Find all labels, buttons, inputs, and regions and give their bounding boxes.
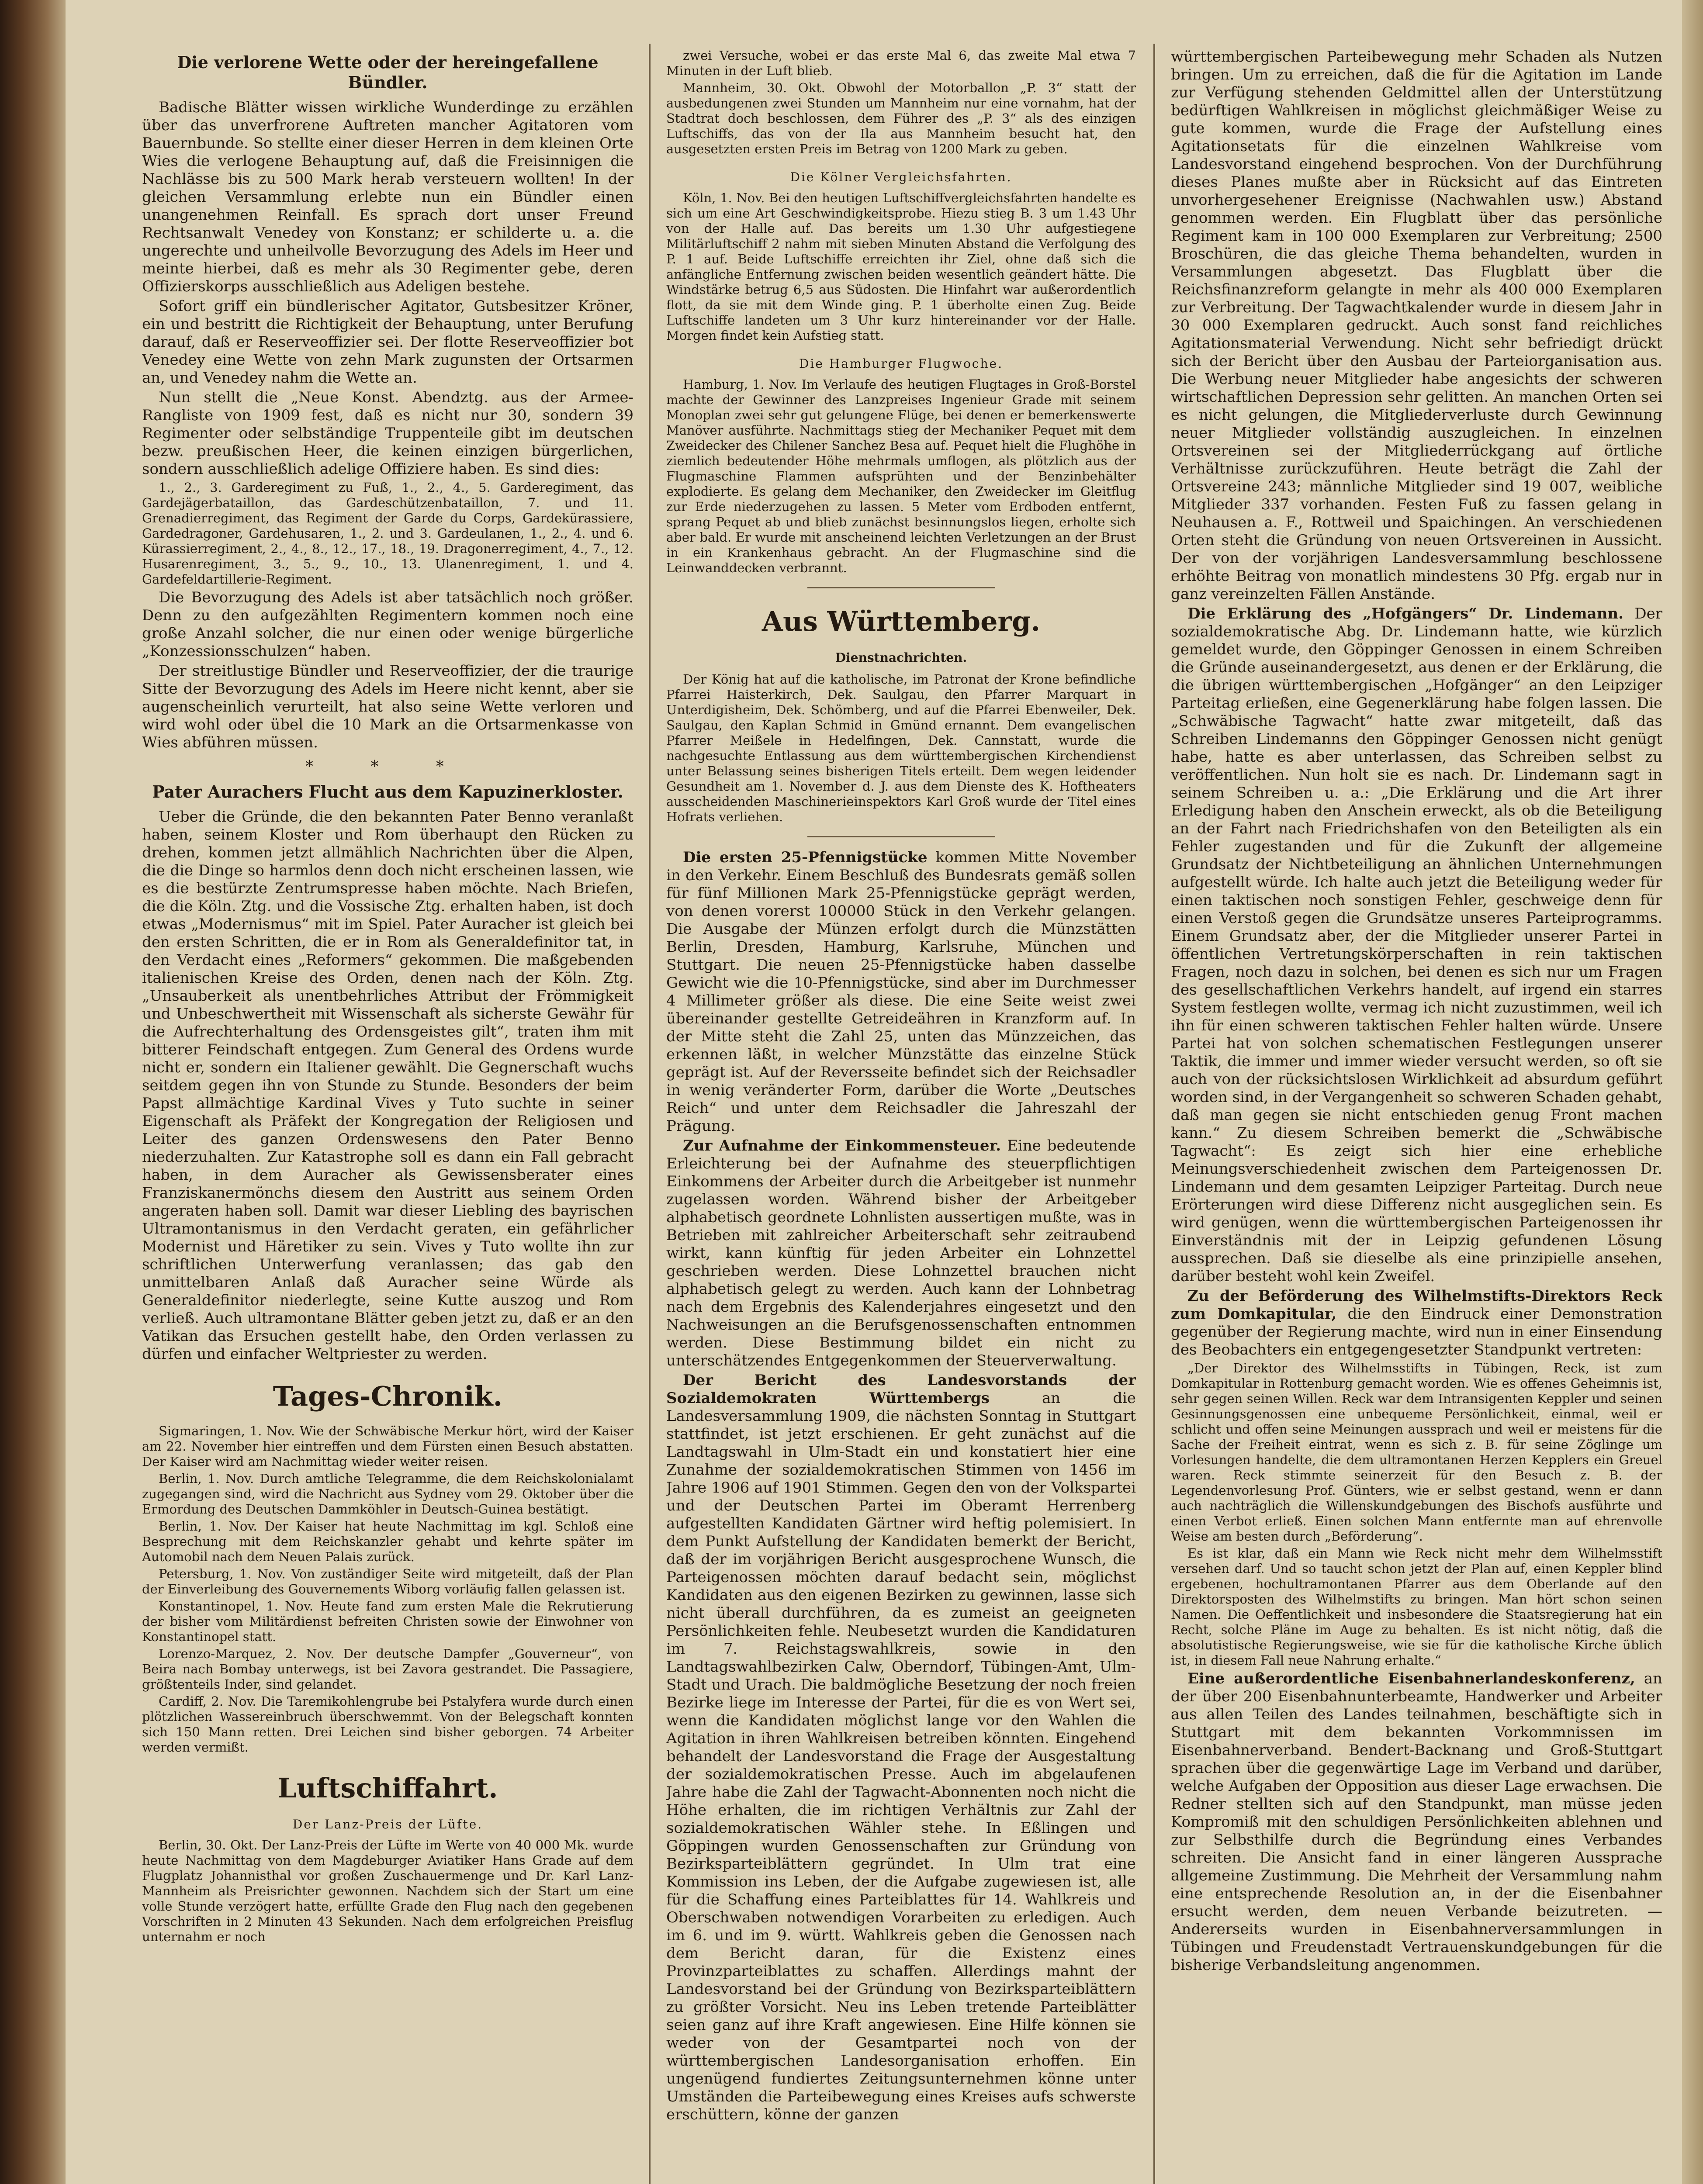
paragraph: Badische Blätter wissen wirkliche Wunderdinge zu erzählen über das unverfrorene Auftreten mancher Agitatoren vom Bauernbunde. So stellte einer dieser Herren in dem kleinen Orte Wies die verlogene Behauptung auf, daß die Freisinnigen die Nachlässe bis zu 500 Mark herab versteuern wollten! In der gleichen Versammlung erlebte nun ein Bündler einen unangenehmen Reinfall. Es sprach dort unser Freund Rechtsanwalt Venedey von Konstanz; er schilderte u. a. die ungerechte und unheilvolle Bevorzugung des Adels im Heer und meinte hierbei, daß es mehr als 30 Regimenter gebe, deren Offizierskorps ausschließlich aus Adeligen bestehe. <box>142 99 633 295</box>
paragraph: Berlin, 30. Okt. Der Lanz-Preis der Lüfte im Werte von 40 000 Mk. wurde heute Nachmittag von dem Magdeburger Aviatiker Hans Grade auf dem Flugplatz Johannisthal vor großen Zuschauermenge und Dr. Karl Lanz-Mannheim als Preisrichter gewonnen. Nachdem sich der Start um eine volle Stunde verzögert hatte, erfüllte Grade den Flug nach den gegebenen Vorschriften in 2 Minuten 43 Sekunden. Nach dem erfolgreichen Preisflug unternahm er noch <box>142 1838 633 1944</box>
item-text: an die Landesversammlung 1909, die nächsten Sonntag in Stuttgart stattfindet, ist jetzt erschienen. Er geht zunächst auf die Landtagswahl in Ulm-Stadt ein und konstatiert hier eine Zunahme der sozialdemokratischen Stimmen von 1456 im Jahre 1906 auf 1901 Stimmen. Gegen den von der Volkspartei und der Deutschen Partei im Oberamt Herrenberg aufgestellten Kandidaten Gärtner wird heftig polemisiert. In dem Punkt Aufstellung der Kandidaten bemerkt der Bericht, daß der im vorjährigen Bericht ausgesprochene Wunsch, die Parteigenossen möchten darauf bedacht sein, möglichst Kandidaten aus den eigenen Bezirken zu gewinnen, lasse sich nicht überall durchführen, da es zumeist an geeigneten Persönlichkeiten fehle. Neubesetzt wurden die Kandidaturen im 7. Reichstagswahlkreis, sowie in den Landtagswahlbezirken Calw, Oberndorf, Tübingen-Amt, Ulm-Stadt und Urach. Die baldmögliche Besetzung der noch freien Bezirke liege im Interesse der Partei, für die es von Wert sei, wenn die Kandidaten möglichst lange vor den Wahlen die Agitation in ihren Wahlkreisen betreiben könnten. Eingehend behandelt der Landesvorstand die Frage der Ausgestaltung der sozialdemokratischen Presse. Auch im abgelaufenen Jahre habe die Zahl der Tagwacht-Abonnenten noch nicht die Höhe erhalten, die im richtigen Verhältnis zur Zahl der sozialdemokratischen Wähler stehe. In Eßlingen und Göppingen wurden Genossenschaften zur Gründung von Bezirksparteiblättern gegründet. In Ulm trat eine Kommission ins Leben, der die Aufgabe zugewiesen ist, alle für die Schaffung eines Parteiblattes für 14. Wahlkreis und Oberschwaben notwendigen Vorarbeiten zu erledigen. Auch im 6. und im 9. württ. Wahlkreis geben die Genossen nach dem Bericht daran, für die Existenz eines Provinzparteiblattes zu schaffen. Allerdings mahnt der Landesvorstand bei der Gründung von Bezirksparteiblättern zu größter Vorsicht. Neu ins Leben tretende Parteiblätter seien ganz auf ihre Kraft angewiesen. Eine Hilfe können sie weder von der Gesamtpartei noch von der württembergischen Landesorganisation erhoffen. Ein ungenügend fundiertes Zeitungsunternehmen könne unter Umständen die Parteibewegung eines Kreises aufs schwerste erschüttern, könne der ganzen <box>666 1389 1136 2123</box>
paragraph: Hamburg, 1. Nov. Im Verlaufe des heutigen Flugtages in Groß-Borstel machte der Gewinner des Lanzpreises Ingenieur Grade mit seinem Monoplan zwei sehr gut gelungene Flüge, bei denen er bemerkenswerte Manöver ausführte. Nachmittags stieg der Mechaniker Pequet mit dem Zweidecker des Chilener Sanchez Besa auf. Pequet hielt die Flughöhe in ziemlich bedeutender Höhe mehrmals umflogen, als plötzlich aus der Flugmaschine Flammen aufsprühten und der Benzinbehälter explodierte. Es gelang dem Mechaniker, den Zweidecker im Gleitflug zur Erde niederzugehen zu lassen. 5 Meter vom Erdboden entfernt, sprang Pequet ab und blieb zunächst besinnungslos liegen, erholte sich aber bald. Er wurde mit anscheinend leichten Verletzungen an der Brust in ein Krankenhaus gebracht. An der Flugmaschine sind die Leinwanddecken verbrannt. <box>666 377 1136 575</box>
news-item: Sigmaringen, 1. Nov. Wie der Schwäbische Merkur hört, wird der Kaiser am 22. November hier eintreffen und dem Fürsten einen Besuch abstatten. Der Kaiser wird am Nachmittag wieder weiter reisen. <box>142 1424 633 1469</box>
divider <box>807 836 995 837</box>
news-item: Konstantinopel, 1. Nov. Heute fand zum ersten Male die Rekrutierung der bisher vom Militärdienst befreiten Christen sowie der Einwohner von Konstantinopel statt. <box>142 1599 633 1644</box>
paragraph: Ueber die Gründe, die den bekannten Pater Benno veranlaßt haben, seinem Kloster und Rom überhaupt den Rücken zu drehen, kommen jetzt allmählich Nachrichten über die Alpen, die die Dinge so harmlos denn doch nicht erscheinen lassen, wie es die bestürzte Zentrumspresse haben möchte. Nach Briefen, die die Köln. Ztg. und die Vossische Ztg. erhalten haben, ist doch etwas „Modernismus“ mit im Spiel. Pater Auracher ist gleich bei den ersten Schritten, die er in Rom als Generaldefinitor tat, in den Verdacht eines „Reformers“ gekommen. Die maßgebenden italienischen Kreise des Orden, denen nach der Köln. Ztg. „Unsauberkeit als unentbehrliches Attribut der Frömmigkeit und Unbeschwertheit mit Wissenschaft als sicherste Gewähr für die Aufrechterhaltung des Ordensgeistes gilt“, traten ihm mit bitterer Feindschaft entgegen. Zum General des Ordens wurde nicht er, sondern ein Italiener gewählt. Die Gegnerschaft wuchs seitdem gegen ihn von Stunde zu Stunde. Besonders der beim Papst allmächtige Kardinal Vives y Tuto suchte in seiner Eigenschaft als Präfekt der Kongregation der Religiosen und Leiter des ganzen Ordenswesens den Pater Benno niederzuhalten. Zur Katastrophe soll es dann ein Fall gebracht haben, in dem Auracher als Gewissensberater eines Franziskanermönchs diesem den Austritt aus seinem Orden angeraten haben soll. Damit war dieser Liebling des bayrischen Ultramontanismus in den Verdacht geraten, ein gefährlicher Modernist und Häretiker zu sein. Vives y Tuto wollte ihn zur schriftlichen Unterwerfung veranlassen; das gab den unmittelbaren Anlaß daß Auracher seine Würde als Generaldefinitor niederlegte, seine Kutte auszog und Rom verließ. Auch ultramontane Blätter geben jetzt zu, daß er an den Vatikan das Ersuchen gestellt habe, den Orden verlassen zu dürfen und einfacher Weltpriester zu werden. <box>142 808 633 1363</box>
paragraph: Der König hat auf die katholische, im Patronat der Krone befindliche Pfarrei Haisterkirch, Dek. Saulgau, den Pfarrer Marquart in Unterdigisheim, Dek. Schömberg, und auf die Pfarrei Ebenweiler, Dek. Saulgau, den Kaplan Schmid in Gmünd ernannt. Dem evangelischen Pfarrer Meißele in Hedelfingen, Dek. Cannstatt, wurde die nachgesuchte Entlassung aus dem württembergischen Kirchendienst unter Belassung seines bisherigen Titels erteilt. Dem wegen leidender Gesundheit am 1. November d. J. aus dem Dienste des K. Hoftheaters ausscheidenden Maschinerieinspektors Karl Groß wurde der Titel eines Hofrats verliehen. <box>666 672 1136 824</box>
section-title-luftschiffahrt: Luftschiffahrt. <box>277 1772 498 1804</box>
item-text: die den Eindruck einer Demonstration gegenüber der Regierung machte, wird nun in einer Einsendung des Beobachters ein entgegengesetzter Standpunkt vertreten: <box>1171 1305 1662 1358</box>
news-item <box>1171 605 1662 1286</box>
paragraph: Köln, 1. Nov. Bei den heutigen Luftschiffvergleichsfahrten handelte es sich um eine Art Geschwindigkeitsprobe. Hiezu stieg B. 3 um 1.43 Uhr von der Halle auf. Das bereits um 1.30 Uhr aufgestiegene Militärluftschiff 2 nahm mit sieben Minuten Abstand die Verfolgung des P. 1 auf. Beide Luftschiffe erreichten ihr Ziel, ohne daß sich die anfängliche Entfernung zwischen beiden wesentlich geändert hätte. Die Windstärke betrug 6,5 aus Südosten. Die Hinfahrt war außerordentlich flott, da sie mit dem Winde ging. P. 1 überholte einen Zug. Beide Luftschiffe landeten um 3 Uhr kurz hintereinander vor der Halle. Morgen findet kein Aufstieg statt. <box>666 190 1136 343</box>
item-text: Eine bedeutende Erleichterung bei der Aufnahme des steuerpflichtigen Einkommens der Arbeiter durch die Arbeitgeber ist nunmehr zugelassen worden. Während bisher der Arbeitgeber alphabetisch geordnete Lohnlisten aussertigen mußte, was in Betrieben mit zahlreicher Arbeiterschaft sehr zeitraubend wirkt, kann künftig für jeden Arbeiter ein Lohnzettel geschrieben werden. Diese Lohnzettel brauchen nicht alphabetisch gelegt zu werden. Auch kann der Lohnbetrag nach dem Ergebnis des Kalenderjahres eingesetzt und den Nachweisungen an die Berufsgenossenschaften entnommen werden. Diese Bestimmung bildet ein nicht zu unterschätzendes Entgegenkommen der Steuerverwaltung. <box>666 1137 1136 1369</box>
news-item: Berlin, 1. Nov. Der Kaiser hat heute Nachmittag im kgl. Schloß eine Besprechung mit dem Reichskanzler gehabt und kehrte später im Automobil nach dem Neuen Palais zurück. <box>142 1519 633 1564</box>
paragraph: Sofort griff ein bündlerischer Agitator, Gutsbesitzer Kröner, ein und bestritt die Richtigkeit der Behauptung, unter Berufung darauf, daß er Reserveoffizier sei. Der flotte Reserveoffizier bot Venedey eine Wette von zehn Mark zugunsten der Ortsarmen an, und Venedey nahm die Wette an. <box>142 297 633 387</box>
item-lead: Die ersten 25-Pfennigstücke <box>683 849 928 866</box>
quote: Es ist klar, daß ein Mann wie Reck nicht mehr dem Wilhelmsstift versehen darf. Und so taucht schon jetzt der Plan auf, einen Keppler blind ergebenen, hochultramontanen Pfarrer aus dem Oberlande auf den Direktorsposten des Wilhelmstifts zu bringen. Man hört schon seinen Namen. Die Oeffentlichkeit und insbesondere die Staatsregierung hat ein Recht, solche Pläne im Auge zu behalten. Es ist nicht nötig, daß die absolutistische Regierungsweise, wie sie für die katholische Kirche üblich ist, in diesem Fall neue Nahrung erhalte.“ <box>1171 1546 1662 1668</box>
news-item <box>1171 1670 1662 1974</box>
subheading-dienstnachrichten: Dienstnachrichten. <box>835 650 967 665</box>
item-text: Der sozialdemokratische Abg. Dr. Lindemann hatte, wie kürzlich gemeldet wurde, den Göppinger Genossen in einem Schreiben die Gründe auseinandergesetzt, aus denen er der Erklärung, die die übrigen württembergischen „Hofgänger“ an den Leipziger Parteitag erließen, eine Gegenerklärung habe folgen lassen. Die „Schwäbische Tagwacht“ hatte zwar mitgeteilt, daß das Schreiben Lindemanns den Göppinger Genossen nicht genügt habe, hatte es aber unterlassen, das Schreiben selbst zu veröffentlichen. Nun holt sie es nach. Dr. Lindemann sagt in seinem Schreiben u. a.: „Die Erklärung und die Art ihrer Erledigung haben den Anschein erweckt, als ob die Beteiligung an der Fahrt nach Friedrichshafen von den Beteiligten als ein Fehler zugestanden und für die Zukunft der allgemeine Grundsatz der Nichtbeteiligung an ähnlichen Unternehmungen aufgestellt würde. Ich halte auch jetzt die Beteiligung weder für einen taktischen noch sonstigen Fehler, geschweige denn für einen Verstoß gegen die Grundsätze unseres Parteiprogramms. Einem Grundsatz aber, der die Mitglieder unserer Partei in öffentlichen Vertretungskörperschaften in rein taktischen Fragen, noch dazu in solchen, bei denen es sich nur um Fragen des gesellschaftlichen Verkehrs handelt, auf irgend ein starres System festlegen wollte, vermag ich nicht zuzustimmen, weil ich ihn für einen schweren taktischen Fehler halten würde. Unsere Partei hat von solchen schematischen Festlegungen unserer Taktik, die immer und immer wieder versucht werden, so oft sie auch von der rücksichtslosen Wirklichkeit ad absurdum geführt worden sind, in der Vergangenheit so schweren Schaden gehabt, daß man gegen sie nicht entschieden genug Front machen kann.“ Zu diesem Schreiben bemerkt die „Schwäbische Tagwacht“: Es zeigt sich hier eine erhebliche Meinungsverschiedenheit zwischen dem Parteigenossen Dr. Lindemann und dem gesamten Leipziger Parteitag. Durch neue Erörterungen wird diese Differenz nicht ausgeglichen sein. Es wird genügen, wenn die württembergischen Parteigenossen ihr Einverständnis mit der in Leipzig gefundenen Lösung aussprechen. Daß sie dieselbe als eine prinzipielle ansehen, darüber besteht wohl kein Zweifel. <box>1171 605 1662 1285</box>
news-item: Berlin, 1. Nov. Durch amtliche Telegramme, die dem Reichskolonialamt zugegangen sind, wird die Nachricht aus Sydney vom 29. Oktober über die Ermordung des Deutschen Dammköhler in Deutsch-Guinea bestätigt. <box>142 1471 633 1517</box>
subheading-hamburger: Die Hamburger Flugwoche. <box>799 356 1003 371</box>
book-binding <box>0 0 66 2184</box>
column-3 <box>1171 48 1662 2184</box>
item-text: kommen Mitte November in den Verkehr. Einem Beschluß des Bundesrats gemäß sollen für fünf Millionen Mark 25-Pfennigstücke geprägt werden, von denen vorerst 100000 Stück in den Verkehr gelangen. Die Ausgabe der Münzen erfolgt durch die Münzstätten Berlin, Dresden, Hamburg, Karlsruhe, München und Stuttgart. Die neuen 25-Pfennigstücke haben dasselbe Gewicht wie die 10-Pfennigstücke, sind aber im Durchmesser 4 Millimeter größer als diese. Die eine Seite weist zwei übereinander gestellte Getreideähren in Kranzform auf. In der Mitte steht die Zahl 25, unten das Münzzeichen, das erkennen läßt, in welcher Münzstätte das einzelne Stück geprägt ist. Auf der Reversseite befindet sich der Reichsadler in wenig veränderter Form, darüber die Worte „Deutsches Reich“ und unter dem Reichsadler die Jahreszahl der Prägung. <box>666 849 1136 1135</box>
paragraph: Nun stellt die „Neue Konst. Abendztg. aus der Armee-Rangliste von 1909 fest, daß es nicht nur 30, sondern 39 Regimenter oder selbständige Truppenteile gibt im deutschen bezw. preußischen Heer, die keinen einzigen bürgerlichen, sondern ausschließlich adelige Offiziere haben. Es sind dies: <box>142 389 633 478</box>
news-item: Petersburg, 1. Nov. Von zuständiger Seite wird mitgeteilt, daß der Plan der Einverleibung des Gouvernements Wiborg vorläufig fallen gelassen ist. <box>142 1566 633 1597</box>
news-item: Cardiff, 2. Nov. Die Taremikohlengrube bei Pstalyfera wurde durch einen plötzlichen Wassereinbruch überschwemmt. Von der Belegschaft konnten sich 150 Mann retten. Drei Leichen sind bisher geborgen. 74 Arbeiter werden vermißt. <box>142 1694 633 1755</box>
section-stars: * * * <box>305 758 470 776</box>
paragraph: Der streitlustige Bündler und Reserveoffizier, der die traurige Sitte der Bevorzugung des Adels im Heere nicht kennt, aber sie augenscheinlich verurteilt, hat also seine Wette verloren und wird wohl oder übel die 10 Mark an die Ortsarmenkasse von Wies abführen müssen. <box>142 662 633 751</box>
news-item <box>666 1137 1136 1370</box>
column-2 <box>666 48 1136 2184</box>
subheading-koelner: Die Kölner Vergleichsfahrten. <box>790 170 1012 184</box>
item-lead: Die Erklärung des „Hofgängers“ Dr. Lindemann. <box>1187 605 1623 622</box>
column-rule <box>1153 44 1155 2184</box>
news-item: Lorenzo-Marquez, 2. Nov. Der deutsche Dampfer „Gouverneur“, von Beira nach Bombay unterwegs, ist bei Zavora gestrandet. Die Passagiere, größtenteils Inder, sind gelandet. <box>142 1646 633 1692</box>
section-title-tageschronik: Tages-Chronik. <box>273 1380 503 1412</box>
headline-pater-auracher: Pater Aurachers Flucht aus dem Kapuzinerkloster. <box>152 782 623 802</box>
divider <box>807 587 995 588</box>
news-item <box>666 1372 1136 2124</box>
paragraph: Mannheim, 30. Okt. Obwohl der Motorballon „P. 3“ statt der ausbedungenen zwei Stunden um Mannheim nur eine vornahm, hat der Stadtrat doch beschlossen, dem Führer des „P. 3“ als des einzigen Luftschiffs, das von der Ila aus Mannheim besucht hat, den ausgesetzten ersten Preis im Betrag von 1200 Mark zu geben. <box>666 80 1136 156</box>
regiment-list: 1., 2., 3. Garderegiment zu Fuß, 1., 2., 4., 5. Garderegiment, das Gardejägerbataillon, das Gardeschützenbataillon, 7. und 11. Grenadierregiment, das Regiment der Garde du Corps, Gardekürassiere, Gardedragoner, Gardehusaren, 1., 2. und 3. Gardeulanen, 1., 2., 4. und 6. Kürassierregiment, 2., 4., 8., 12., 17., 18., 19. Dragonerregiment, 4., 7., 12. Husarenregiment, 3., 5., 9., 10., 13. Ulanenregiment, 1. und 4. Gardefeldartillerie-Regiment. <box>142 480 633 587</box>
page-edge <box>1682 0 1703 2184</box>
item-lead: Zur Aufnahme der Einkommensteuer. <box>683 1137 1001 1154</box>
quote: „Der Direktor des Wilhelmsstifts in Tübingen, Reck, ist zum Domkapitular in Rottenburg gemacht worden. Wie es offenes Geheimnis ist, sehr gegen seinen Willen. Reck war dem Intransigenten Keppler und seinen Gesinnungsgenossen eine unbequeme Persönlichkeit, einmal, weil er schlicht und offen seine Meinungen aussprach und weil er meistens für die Sache der Freiheit eintrat, wenn es sich z. B. für seine Zöglinge um Vorlesungen handelte, die dem ultramontanen Herzen Kepplers ein Greuel waren. Reck stimmte seinerzeit für den Besuch z. B. der Legendenvorlesung Prof. Günters, wie er selbst gestand, wenn er dann auch nachträglich die Willenskundgebungen des Bischofs ausführte und einen Verbot erließ. Einen solchen Mann entfernte man auf ehrenvolle Weise am besten durch „Beförderung“. <box>1171 1361 1662 1544</box>
news-item <box>1171 1287 1662 1359</box>
subheading-lanz-preis: Der Lanz-Preis der Lüfte. <box>292 1817 483 1832</box>
column-rule <box>649 44 651 2184</box>
item-text: an der über 200 Eisenbahnunterbeamte, Handwerker und Arbeiter aus allen Teilen des Landes teilnahmen, beschäftigte sich in Stuttgart mit dem bekannten Vorkommnissen im Eisenbahnerverband. Bendert-Backnang und Groß-Stuttgart sprachen über die gegenwärtige Lage im Verband und darüber, welche Aufgaben der Opposition aus dieser Lage erwachsen. Die Redner stellten sich auf den Standpunkt, man müsse jeden Kompromiß mit den schuldigen Persönlichkeiten ablehnen und zur Selbsthilfe durch die Begründung eines Verbandes schreiten. Die Ansicht fand in einer längeren Aussprache allgemeine Zustimmung. Die Mehrheit der Versammlung nahm eine entsprechende Resolution an, in der die Eisenbahner ersucht werden, dem neuen Verbande beizutreten. — Andererseits wurden in Eisenbahnerversammlungen in Tübingen und Freudenstadt Vertrauenskundgebungen für die bisherige Verbandsleitung angenommen. <box>1171 1670 1662 1974</box>
item-lead: Eine außerordentliche Eisenbahnerlandeskonferenz, <box>1187 1670 1635 1687</box>
section-title-wuerttemberg: Aus Württemberg. <box>762 605 1041 637</box>
paragraph: Die Bevorzugung des Adels ist aber tatsächlich noch größer. Denn zu den aufgezählten Regimentern kommen noch eine große Anzahl solcher, die nur einen oder wenige bürgerliche „Konzessionsschulzen“ haben. <box>142 589 633 660</box>
headline-verlorene-wette: Die verlorene Wette oder der hereingefallene Bündler. <box>177 52 599 92</box>
news-item <box>666 849 1136 1135</box>
item-lead: Der Bericht des Landesvorstands der Sozialdemokraten Württembergs <box>666 1372 1136 1407</box>
paragraph: württembergischen Parteibewegung mehr Schaden als Nutzen bringen. Um zu erreichen, daß die für die Agitation im Lande zur Verfügung stehenden Geldmittel allen der Unterstützung bedürftigen Wahlkreisen in möglichst gleichmäßiger Weise zu gute kommen, wurde die Frage der Aufstellung eines Agitationsetats für die einzelnen Wahlkreise vom Landesvorstand eingehend besprochen. Von der Durchführung dieses Planes mußte aber in Rücksicht auf das Eintreten unvorhergesehener Ereignisse (Nachwahlen usw.) Abstand genommen werden. Ein Flugblatt über das persönliche Regiment kam in 100 000 Exemplaren zur Verbreitung; 2500 Broschüren, die das gleiche Thema behandelten, wurden in Versammlungen abgesetzt. Das Flugblatt über die Reichsfinanzreform gelangte in mehr als 400 000 Exemplaren zur Verbreitung. Der Tagwachtkalender wurde in diesem Jahr in 30 000 Exemplaren gedruckt. Auch sonst fand reichliches Agitationsmaterial Verwendung. Nicht sehr befriedigt drückt sich der Bericht über den Ausbau der Parteiorganisation aus. Die Werbung neuer Mitglieder habe angesichts der schweren wirtschaftlichen Depression sehr gelitten. An manchen Orten sei es nicht gelungen, die Mitgliederverluste durch Gewinnung neuer Mitglieder vollständig auszugleichen. In einzelnen Ortsvereinen sei der Mitgliederrückgang auf örtliche Verhältnisse zurückzuführen. Heute beträgt die Zahl der Ortsvereine 243; männliche Mitglieder sind 19 007, weibliche Mitglieder 337 vorhanden. Festen Fuß zu fassen gelang in Neuhausen a. F., Rottweil und Spaichingen. An verschiedenen Orten steht die Gründung von neuen Ortsvereinen in Aussicht. Der von der vorjährigen Landesversammlung beschlossene erhöhte Beitrag von monatlich mindestens 30 Pfg. ergab nur in ganz vereinzelten Fällen Anstände. <box>1171 48 1662 603</box>
paragraph: zwei Versuche, wobei er das erste Mal 6, das zweite Mal etwa 7 Minuten in der Luft blieb. <box>666 48 1136 78</box>
item-lead: Zu der Beförderung des Wilhelmstifts-Direktors Reck zum Domkapitular, <box>1171 1287 1662 1323</box>
column-1 <box>142 48 633 2184</box>
